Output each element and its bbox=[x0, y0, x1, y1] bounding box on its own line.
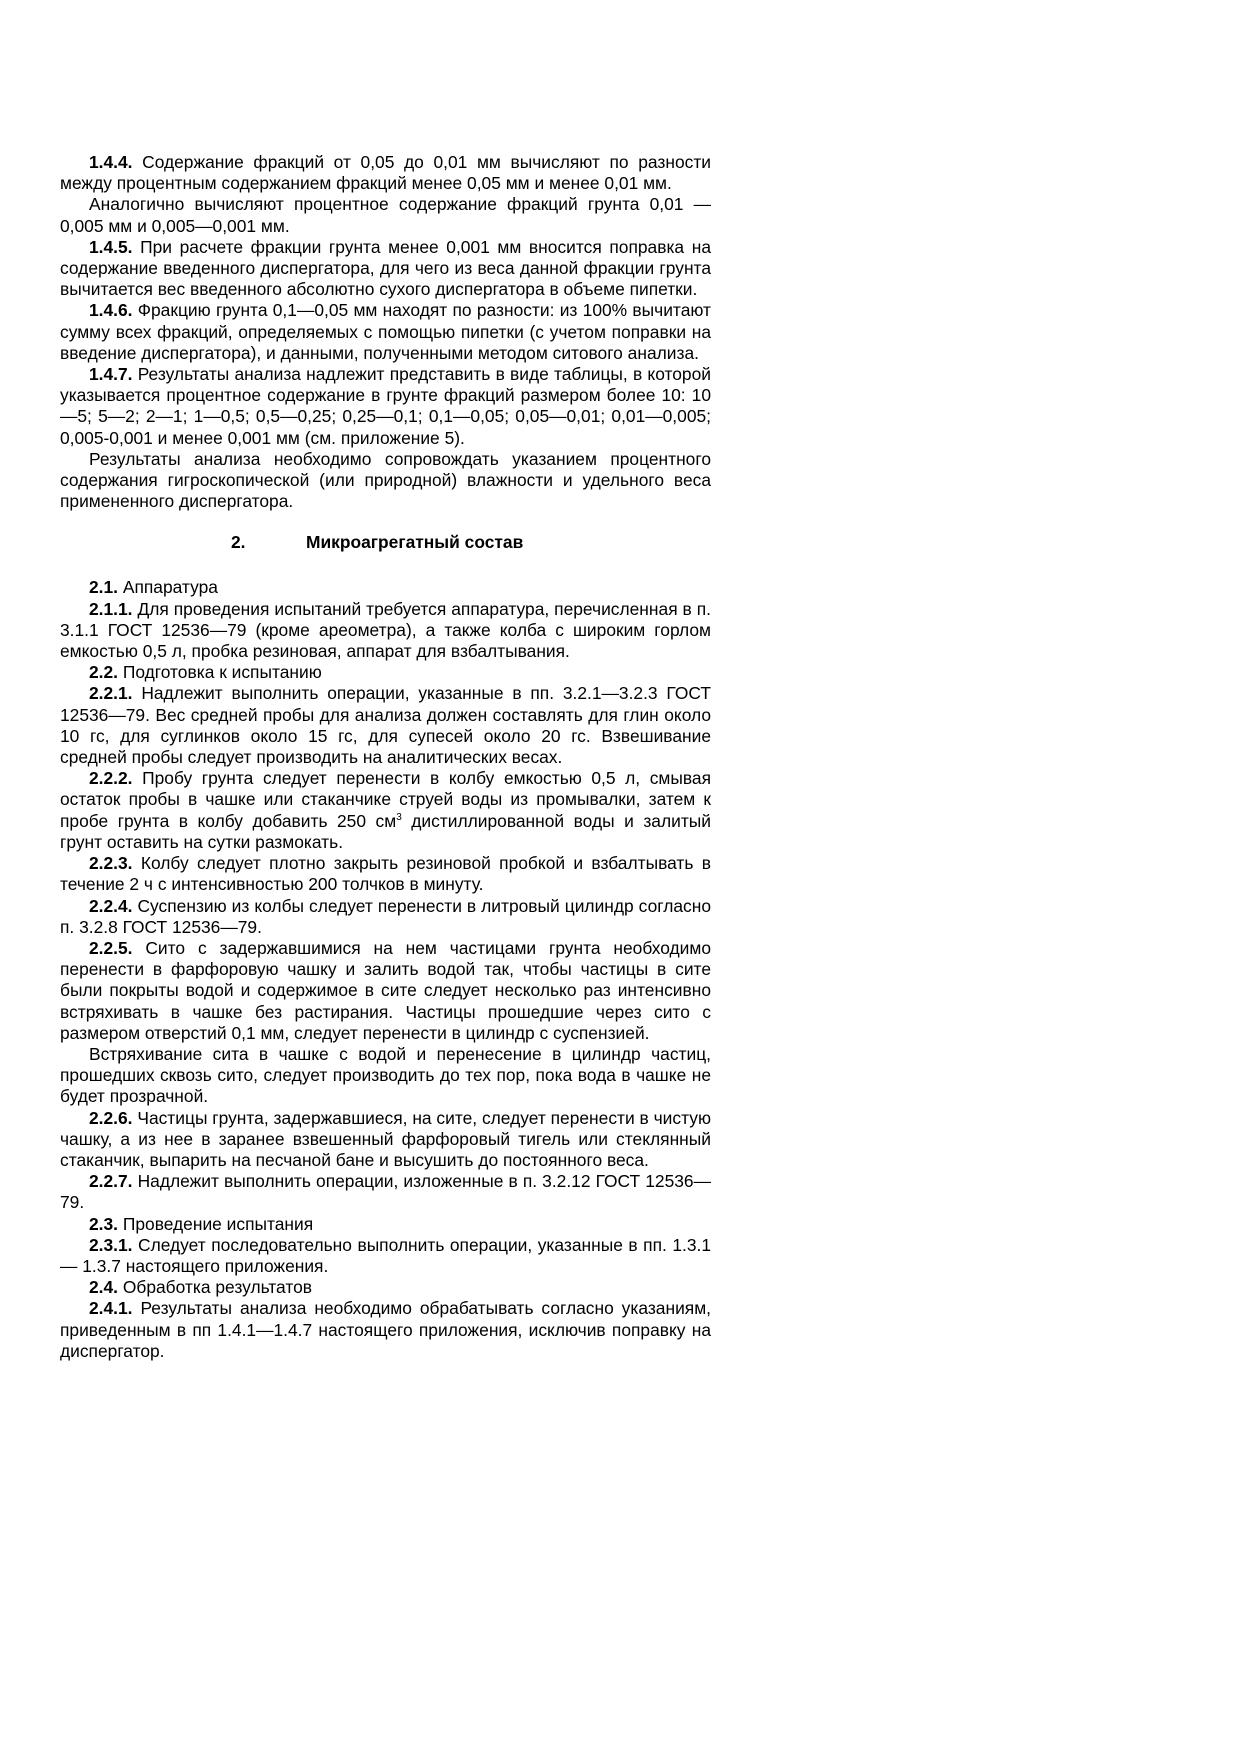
section-heading bbox=[60, 532, 711, 553]
clause-number: 1.4.5. bbox=[89, 236, 133, 257]
clause-number: 2.2.3. bbox=[89, 853, 133, 874]
paragraph-text: Следует последовательно выполнить операции, указанные в пп. 1.3.1— 1.3.7 настоящего приложения. bbox=[60, 1234, 711, 1276]
paragraph-text: Колбу следует плотно закрыть резиновой пробкой и взбалтывать в течение 2 ч с интенсивностью 200 толчков в минуту. bbox=[60, 853, 711, 895]
section-number: 2. bbox=[231, 532, 246, 553]
paragraph-2-2-3 bbox=[60, 853, 711, 895]
paragraph-text: При расчете фракции грунта менее 0,001 мм вносится поправка на содержание введенного диспергатора, для чего из веса данной фракции грунта вычитается вес введенного абсолютно сухого диспергатора в объеме пипетки. bbox=[60, 236, 711, 300]
section-title: Микроагрегатный состав bbox=[306, 532, 524, 553]
paragraph-text: Фракцию грунта 0,1—0,05 мм находят по разности: из 100% вычитают сумму всех фракций, определяемых с помощью пипетки (с учетом поправки на введение диспергатора), и данными, полученными методом ситового анализа. bbox=[60, 300, 711, 363]
paragraph-shaking-note bbox=[60, 1044, 711, 1108]
paragraph-1-4-7 bbox=[60, 364, 711, 449]
paragraph-1-4-4 bbox=[60, 152, 711, 194]
clause-number: 1.4.4. bbox=[89, 152, 133, 172]
paragraph-text: Для проведения испытаний требуется аппаратура, перечисленная в п. 3.1.1 ГОСТ 12536—79 (кроме ареометра), а также колба с широким горлом емкостью 0,5 л, пробка резиновая, аппарат для взбалтывания. bbox=[60, 598, 711, 662]
paragraph-text: Надлежит выполнить операции, изложенные в п. 3.2.12 ГОСТ 12536—79. bbox=[60, 1171, 711, 1213]
paragraph-2-1 bbox=[60, 577, 711, 598]
paragraph-text: Обработка результатов bbox=[118, 1277, 313, 1298]
paragraph-text: Результаты анализа надлежит представить в виде таблицы, в которой указывается процентное содержание в грунте фракций размером более 10: 10—5; 5—2; 2—1; 1—0,5; 0,5—0,25; 0,25—0,1; 0,1—0,05; 0,05—0,01; 0,01—0,005; 0,005-0,001 и менее 0,001 мм (см. приложение 5). bbox=[60, 364, 711, 448]
clause-number: 2.2.6. bbox=[89, 1107, 133, 1128]
paragraph-text: Суспензию из колбы следует перенести в литровый цилиндр согласно п. 3.2.8 ГОСТ 12536—79. bbox=[60, 895, 711, 937]
paragraph-text: Проведение испытания bbox=[118, 1213, 314, 1234]
paragraphs-bottom bbox=[60, 577, 711, 1362]
clause-number: 2.2.4. bbox=[89, 895, 133, 916]
paragraph-text: Содержание фракций от 0,05 до 0,01 мм вычисляют по разности между процентным содержанием фракций менее 0,05 мм и менее 0,01 мм. bbox=[60, 152, 711, 194]
paragraph-2-2-6 bbox=[60, 1108, 711, 1172]
clause-number: 2.1.1. bbox=[89, 598, 133, 619]
clause-number: 2.2.1. bbox=[89, 683, 133, 704]
paragraph-text: Результаты анализа необходимо обрабатывать согласно указаниям, приведенным в пп 1.4.1—1.4.7 настоящего приложения, исключив поправку на диспергатор. bbox=[60, 1298, 711, 1361]
clause-number: 2.2.7. bbox=[89, 1171, 133, 1192]
superscript: 3 bbox=[396, 811, 402, 823]
paragraph-2-1-1 bbox=[60, 599, 711, 663]
clause-number: 2.2. bbox=[89, 662, 119, 683]
paragraph-text: Надлежит выполнить операции, указанные в пп. 3.2.1—3.2.3 ГОСТ 12536—79. Вес средней пробы для анализа должен составлять для глин около 10 гс, для суглинков около 15 гс, для супесей около 20 гс. Взвешивание средней пробы следует производить на аналитических весах. bbox=[60, 683, 711, 768]
paragraph-text: Частицы грунта, задержавшиеся, на сите, следует перенести в чистую чашку, а из нее в заранее взвешенный фарфоровый тигель или стеклянный стаканчик, выпарить на песчаной бане и высушить до постоянного веса. bbox=[60, 1107, 711, 1170]
paragraph-2-2 bbox=[60, 662, 711, 683]
paragraphs-top bbox=[60, 152, 711, 512]
clause-number: 2.3. bbox=[89, 1213, 119, 1234]
paragraph-text: Результаты анализа необходимо сопровождать указанием процентного содержания гигроскопической (или природной) влажности и удельного веса примененного диспергатора. bbox=[60, 448, 711, 512]
paragraph-text: Аналогично вычисляют процентное содержание фракций грунта 0,01 — 0,005 мм и 0,005—0,001 мм. bbox=[60, 194, 711, 236]
paragraph-1-4-5 bbox=[60, 237, 711, 301]
clause-number: 2.4. bbox=[89, 1277, 119, 1298]
paragraph-text: Пробу грунта следует перенести в колбу емкостью 0,5 л, смывая остаток пробы в чашке или стаканчике струей воды из промывалки, затем к пробе грунта в колбу добавить 250 см bbox=[60, 768, 711, 831]
paragraph-text: Сито с задержавшимися на нем частицами грунта необходимо перенести в фарфоровую чашку и залить водой так, чтобы частицы в сите были покрыты водой и содержимое в сите следует несколько раз интенсивно встряхивать в чашке без растирания. Частицы прошедшие через сито с размером отверстий 0,1 мм, следует перенести в цилиндр с суспензией. bbox=[60, 937, 711, 1043]
paragraph-text-tail: дистиллированной воды и залитый грунт оставить на сутки размокать. bbox=[60, 810, 712, 852]
paragraph-fractions-note bbox=[60, 194, 711, 236]
paragraph-text: Аппаратура bbox=[118, 577, 218, 598]
paragraph-2-3 bbox=[60, 1214, 711, 1235]
clause-number: 1.4.6. bbox=[89, 300, 133, 321]
clause-number: 2.2.2. bbox=[89, 768, 133, 789]
clause-number: 1.4.7. bbox=[89, 364, 133, 385]
paragraph-2-3-1 bbox=[60, 1235, 711, 1277]
paragraph-text: Встряхивание сита в чашке с водой и перенесение в цилиндр частиц, прошедших сквозь сито, следует производить до тех пор, пока вода в чашке не будет прозрачной. bbox=[60, 1043, 711, 1107]
paragraph-2-2-2 bbox=[60, 768, 711, 853]
paragraph-2-2-5 bbox=[60, 938, 711, 1044]
paragraph-results-note bbox=[60, 449, 711, 513]
clause-number: 2.2.5. bbox=[89, 937, 133, 958]
clause-number: 2.4.1. bbox=[89, 1298, 133, 1319]
paragraph-2-2-4 bbox=[60, 896, 711, 938]
paragraph-text: Подготовка к испытанию bbox=[118, 662, 322, 683]
paragraph-2-4 bbox=[60, 1277, 711, 1298]
paragraph-1-4-6 bbox=[60, 300, 711, 364]
document-page bbox=[60, 152, 711, 1362]
paragraph-2-4-1 bbox=[60, 1298, 711, 1362]
paragraph-2-2-7 bbox=[60, 1171, 711, 1213]
paragraph-2-2-1 bbox=[60, 683, 711, 768]
clause-number: 2.1. bbox=[89, 577, 119, 598]
clause-number: 2.3.1. bbox=[89, 1234, 133, 1255]
